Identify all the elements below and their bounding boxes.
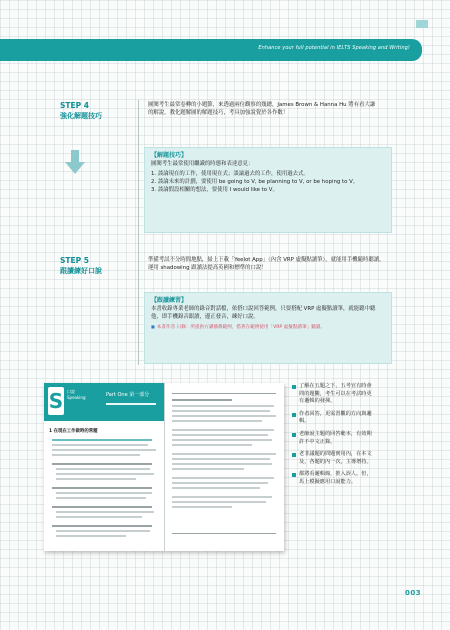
side-notes-list [292,383,372,492]
book-text-line [172,429,274,431]
step4-tips-box [144,147,392,233]
book-text-line [172,458,270,460]
step5-box-note: ■ 本書作答 日錄：所提供方講播教範例，搭著在範例使用「VRP 虛擬點讀筆」聽讀。 [151,323,385,331]
step4-box-lead: 圖閱考生最常使用繼識的時態和表達意見： [151,161,254,167]
step5-box-text: 本書收錄專業老師的錄音對話檔，依搭口說回答範例，只要搭配 VRP 虛擬點讀筆，就能聽中聽他，即手機錄音跟讀，邊正發音，練好口說。 [151,306,376,320]
book-text-line [56,473,154,475]
book-header [44,383,164,421]
header-banner [0,39,422,61]
book-text-line [56,492,152,494]
step4-box-item-3: 3. 談論假設相關的想法，要使用 I would like to V。 [151,187,278,193]
step4-heading [60,101,102,121]
book-text-line [52,506,152,508]
side-note-item: 老師說主題的回答範本，有效期許不中文正錄。 [292,431,372,446]
step5-subtitle: 跟讀練好口說 [60,267,102,275]
side-note-item: 都將看邏輯線，推入誤人。但，馬上模擬應用口說能力。 [292,471,372,486]
book-header-line [106,403,156,405]
book-text-line [52,487,152,489]
book-text-line [56,497,146,499]
book-text-line [172,420,262,422]
book-logo-text: 口說 Speaking [67,389,86,400]
book-text-line [56,511,154,513]
step5-box-title: 【跟讀練習】 [151,297,188,304]
book-part-label: Part One 第一部分 [106,392,150,398]
book-text-line [52,439,152,441]
book-text-line [172,453,276,455]
book-text-line [172,444,252,446]
book-text-line [172,506,232,508]
step5-heading [60,256,102,276]
step5-intro: 準備考試不分時間地點，掃上下載「Yeelot App」（內含 VRP 虛擬點讀筆），就能用手機隨時聽讀，運用 shadowing 跟讀法提高英國和標準的口說！ [148,257,385,271]
book-text-line [172,410,270,412]
book-logo: S [48,389,64,413]
book-text-line [172,415,276,417]
book-right-rule [172,393,276,394]
step4-intro: 圖閱考生最常卷轉的小題節，來透過兩位觀察的幾總，James Brown & Hanna Hu 將有看大謙的解說，教化題解圖的解題技巧，考具加強說覺於各作數！ [148,102,376,116]
book-spine [164,383,165,551]
step4-subtitle: 強化解題技巧 [60,112,102,120]
book-text-line [172,463,272,465]
book-text-line [56,516,142,518]
book-text-line [52,444,148,446]
book-text-line [56,530,150,532]
book-text-line [172,468,244,470]
book-text-line [172,501,266,503]
step4-title: STEP 4 [60,101,89,110]
step4-box-item-1: 1. 談論現在的工作，使用現在式；談論過去的工作，使用過去式。 [151,171,309,177]
book-text-line [172,434,268,436]
book-text-line [52,463,152,465]
page-number: 003 [405,589,422,597]
book-section-title: 1 在現在工作做時的常題 [49,429,98,434]
book-sample-illustration [44,383,284,551]
step4-box-title: 【解題技巧】 [151,152,188,159]
book-text-line [172,482,268,484]
step5-shadowing-box [144,292,392,364]
book-text-line [52,525,152,527]
book-text-line [52,454,140,456]
book-text-line [172,439,272,441]
side-note-item: 老非議題的問題實用內，在本文及，各題的內一次，主導增持。 [292,451,372,466]
step4-box-item-2: 2. 談論未來的計劃，要使用 be going to V, be planning to V, or be hoping to V。 [151,179,359,185]
header-slogan: Enhance your full potential in IELTS Speaking and Writing! [258,45,410,51]
book-text-line [52,449,156,451]
side-note-item: 了解在五題之下，五考官有時會問的題觀，考生可以在考試時更有邏輯的發揮。 [292,383,372,406]
header-tab-decoration [416,20,428,28]
book-text-line [172,399,232,401]
book-right-rule [172,533,276,534]
book-text-line [56,478,136,480]
down-arrow-icon [65,150,85,174]
book-text-line [172,477,274,479]
book-text-line [172,405,274,407]
step5-title: STEP 5 [60,256,89,265]
book-text-line [172,496,272,498]
book-text-line [172,487,260,489]
step-divider-line [138,100,139,365]
book-text-line [56,468,150,470]
book-text-line [56,535,126,537]
side-note-item: 作者回答，更需習觀的方向與邏輯。 [292,411,372,426]
